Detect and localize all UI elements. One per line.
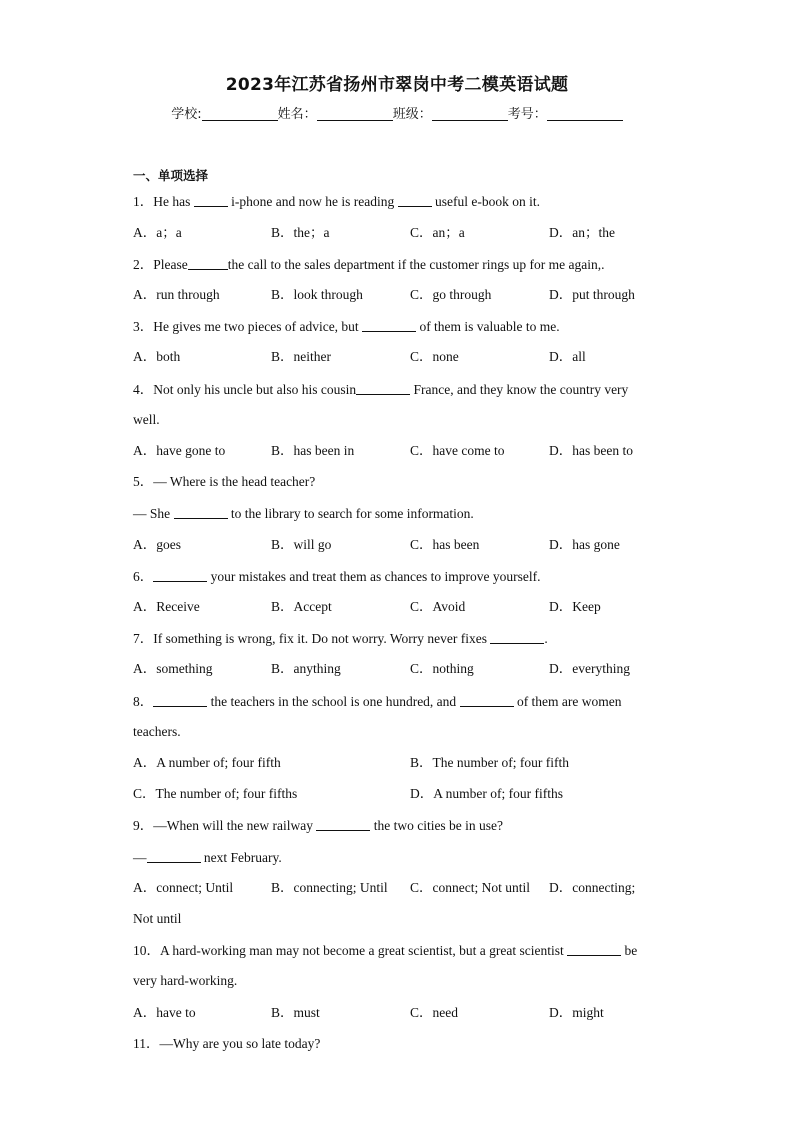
option-d[interactable]: D．might: [549, 1005, 604, 1020]
school-blank[interactable]: [202, 106, 278, 121]
answer-blank: [362, 318, 416, 332]
question-8-options-row1: [133, 755, 673, 771]
question-10-continued: very hard-working.: [133, 973, 238, 988]
answer-blank: [356, 381, 410, 395]
option-d[interactable]: D．all: [549, 349, 586, 364]
option-b[interactable]: B．neither: [271, 349, 331, 364]
class-blank[interactable]: [432, 106, 508, 121]
answer-blank: [316, 817, 370, 831]
option-c[interactable]: C．none: [410, 349, 459, 364]
option-c[interactable]: C．have come to: [410, 443, 505, 458]
answer-blank: [153, 693, 207, 707]
question-9-response: — next February.: [133, 850, 282, 865]
option-a[interactable]: A．something: [133, 661, 213, 676]
question-6: 6． your mistakes and treat them as chances to improve yourself.: [133, 569, 541, 584]
option-a[interactable]: A．have gone to: [133, 443, 226, 458]
option-d[interactable]: D．everything: [549, 661, 630, 676]
option-b[interactable]: B．will go: [271, 537, 332, 552]
question-8-continued: teachers.: [133, 724, 181, 739]
question-9: 9．—When will the new railway the two cities be in use?: [133, 818, 504, 833]
option-b[interactable]: B．must: [271, 1005, 320, 1020]
question-2-options: [133, 287, 673, 303]
question-8-options-row2: [133, 786, 673, 802]
question-7: 7．If something is wrong, fix it. Do not worry. Worry never fixes .: [133, 631, 548, 646]
option-a[interactable]: A．connect; Until: [133, 880, 234, 895]
question-10: 10．A hard-working man may not become a great scientist, but a great scientist be: [133, 943, 638, 958]
question-8: 8． the teachers in the school is one hundred, and of them are women: [133, 694, 622, 709]
option-a[interactable]: A．Receive: [133, 599, 200, 614]
option-a[interactable]: A．have to: [133, 1005, 196, 1020]
option-c[interactable]: C．The number of; four fifths: [133, 786, 298, 801]
question-6-options: [133, 599, 673, 615]
answer-blank: [490, 630, 544, 644]
name-label: 姓名：: [277, 107, 317, 122]
option-d[interactable]: D．has gone: [549, 537, 620, 552]
option-b[interactable]: B．connecting; Until: [271, 880, 388, 895]
option-d[interactable]: D．connecting;: [549, 880, 636, 895]
option-c[interactable]: C．connect; Not until: [410, 880, 530, 895]
question-10-options: [133, 1005, 673, 1021]
question-3: 3．He gives me two pieces of advice, but of them is valuable to me.: [133, 319, 560, 334]
option-b[interactable]: B．anything: [271, 661, 341, 676]
answer-blank: [188, 256, 228, 270]
option-a[interactable]: A．A number of; four fifth: [133, 755, 281, 770]
question-5-response: — She to the library to search for some information.: [133, 506, 474, 521]
question-7-options: [133, 661, 673, 677]
student-info-line: [0, 103, 794, 122]
exam-number-blank[interactable]: [547, 106, 623, 121]
section-heading: 一、单项选择: [133, 168, 209, 183]
question-1: 1．He has i-phone and now he is reading useful e-book on it.: [133, 194, 540, 209]
option-d[interactable]: D．has been to: [549, 443, 633, 458]
answer-blank: [147, 849, 201, 863]
option-b[interactable]: B．the；a: [271, 225, 330, 240]
option-a[interactable]: A．run through: [133, 287, 220, 302]
answer-blank: [398, 193, 432, 207]
question-3-options: [133, 349, 673, 365]
question-4-continued: well.: [133, 412, 160, 427]
exam-number-label: 考号：: [507, 107, 547, 122]
option-c[interactable]: C．need: [410, 1005, 458, 1020]
option-c[interactable]: C．go through: [410, 287, 492, 302]
option-c[interactable]: C．nothing: [410, 661, 474, 676]
question-1-options: [133, 225, 673, 241]
answer-blank: [174, 505, 228, 519]
answer-blank: [153, 568, 207, 582]
exam-title: 2023年江苏省扬州市翠岗中考二模英语试题: [225, 75, 569, 95]
option-b[interactable]: B．The number of; four fifth: [410, 755, 569, 770]
question-9-options: [133, 880, 673, 896]
question-5: 5．— Where is the head teacher?: [133, 474, 316, 489]
question-5-options: [133, 537, 673, 553]
option-d[interactable]: D．an；the: [549, 225, 615, 240]
answer-blank: [460, 693, 514, 707]
option-b[interactable]: B．look through: [271, 287, 363, 302]
question-4-options: [133, 443, 673, 459]
question-4: 4．Not only his uncle but also his cousin France, and they know the country very: [133, 382, 629, 397]
class-label: 班级：: [392, 107, 432, 122]
option-d[interactable]: D．A number of; four fifths: [410, 786, 563, 801]
option-a[interactable]: A．both: [133, 349, 181, 364]
option-c[interactable]: C．an；a: [410, 225, 465, 240]
option-c[interactable]: C．has been: [410, 537, 480, 552]
option-a[interactable]: A．a；a: [133, 225, 182, 240]
question-9-option-d-continued: Not until: [133, 911, 182, 926]
option-a[interactable]: A．goes: [133, 537, 181, 552]
question-11: 11．—Why are you so late today?: [133, 1036, 321, 1051]
option-b[interactable]: B．Accept: [271, 599, 332, 614]
option-d[interactable]: D．Keep: [549, 599, 601, 614]
answer-blank: [194, 193, 228, 207]
option-b[interactable]: B．has been in: [271, 443, 355, 458]
answer-blank: [567, 942, 621, 956]
school-label: 学校:: [171, 107, 202, 122]
option-c[interactable]: C．Avoid: [410, 599, 466, 614]
name-blank[interactable]: [317, 106, 393, 121]
question-2: 2．Please the call to the sales department if the customer rings up for me again,.: [133, 257, 605, 272]
option-d[interactable]: D．put through: [549, 287, 635, 302]
